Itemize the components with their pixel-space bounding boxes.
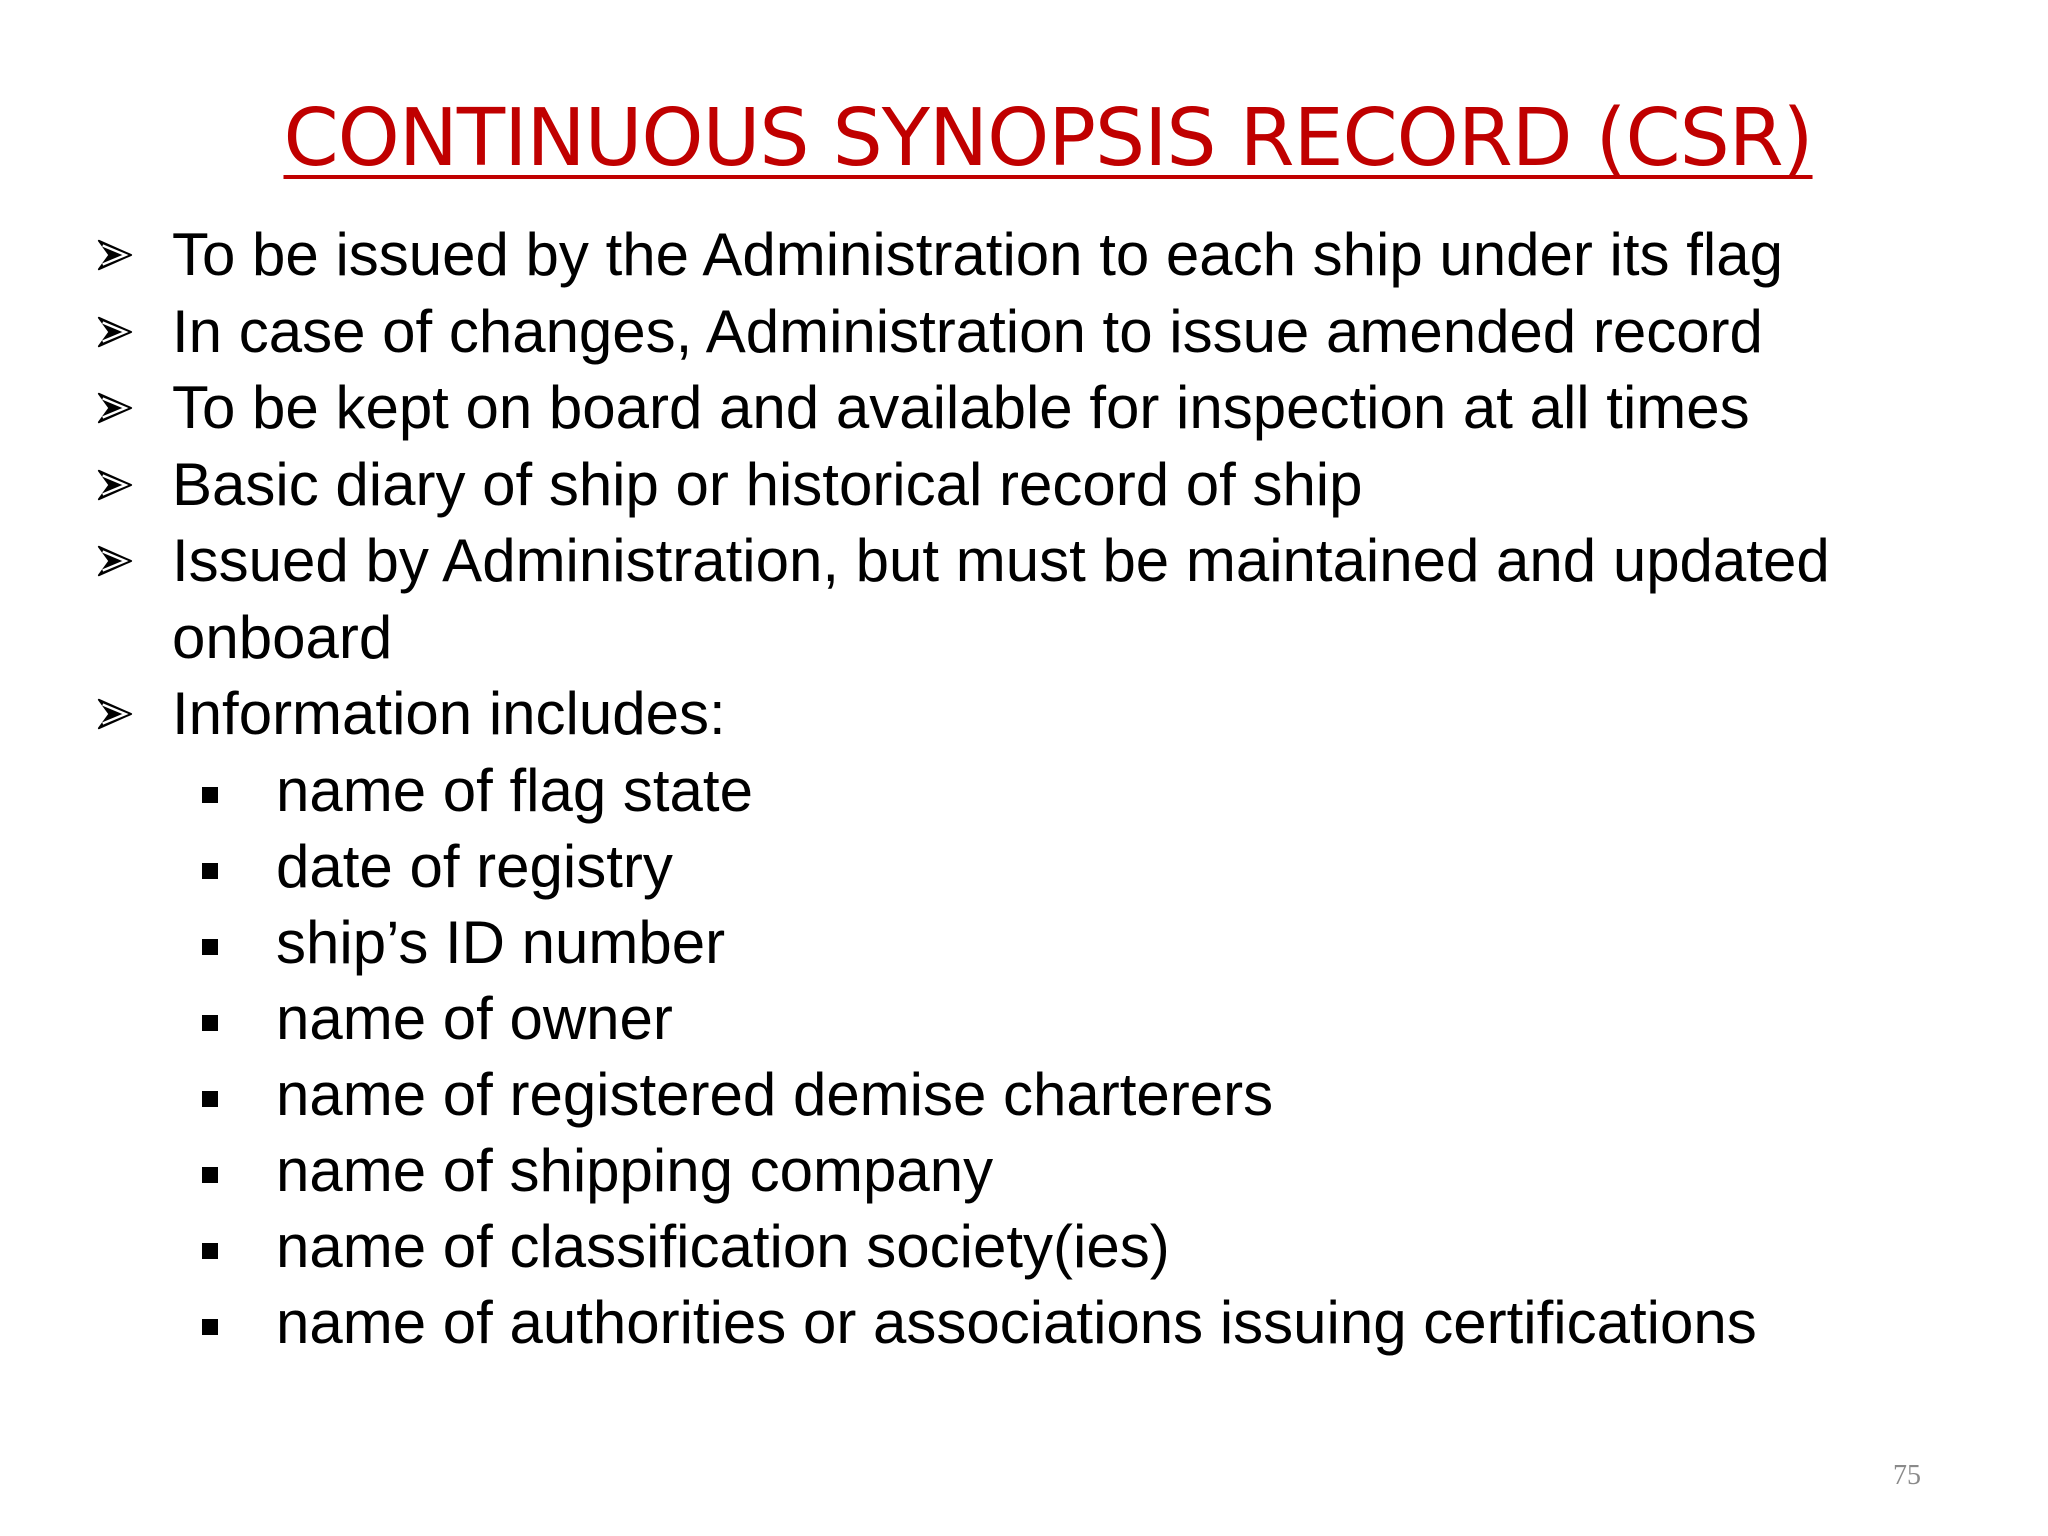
sub-bullet-text: name of classification society(ies) bbox=[276, 1213, 1170, 1280]
arrow-bullet-icon bbox=[96, 236, 134, 274]
bullet-item bbox=[96, 294, 1976, 371]
square-bullet-icon bbox=[202, 1015, 218, 1031]
bullet-item bbox=[96, 370, 1976, 447]
sub-bullet-item bbox=[202, 753, 2002, 829]
sub-bullet-item bbox=[202, 829, 2002, 905]
bullet-text: Issued by Administration, but must be maintained and updated onboard bbox=[172, 527, 1830, 671]
sub-bullet-list bbox=[0, 753, 2002, 1361]
arrow-bullet-icon bbox=[96, 313, 134, 351]
sub-bullet-item bbox=[202, 1133, 2002, 1209]
square-bullet-icon bbox=[202, 1167, 218, 1183]
arrow-bullet-icon bbox=[96, 542, 134, 580]
sub-bullet-item bbox=[202, 1209, 2002, 1285]
sub-bullet-text: date of registry bbox=[276, 833, 673, 900]
square-bullet-icon bbox=[202, 863, 218, 879]
bullet-item bbox=[96, 447, 1976, 524]
bullet-text: To be issued by the Administration to each ship under its flag bbox=[172, 221, 1783, 288]
square-bullet-icon bbox=[202, 1319, 218, 1335]
bullet-text: Basic diary of ship or historical record of ship bbox=[172, 450, 1363, 518]
sub-bullet-text: name of flag state bbox=[276, 757, 753, 824]
bullet-text: Information includes: bbox=[172, 680, 726, 747]
bullet-item bbox=[96, 217, 1976, 294]
bullet-text: To be kept on board and available for inspection at all times bbox=[172, 374, 1750, 441]
square-bullet-icon bbox=[202, 939, 218, 955]
bullet-item bbox=[96, 523, 1976, 676]
square-bullet-icon bbox=[202, 1243, 218, 1259]
bullet-text: In case of changes, Administration to issue amended record bbox=[172, 297, 1763, 365]
sub-bullet-item bbox=[202, 1057, 2002, 1133]
sub-bullet-text: name of authorities or associations issuing certifications bbox=[276, 1289, 1757, 1356]
page-number: 75 bbox=[1893, 1460, 1921, 1491]
sub-bullet-item bbox=[202, 981, 2002, 1057]
arrow-bullet-icon bbox=[96, 695, 134, 733]
sub-bullet-item bbox=[202, 1285, 2002, 1361]
bullet-item bbox=[96, 676, 1976, 753]
arrow-bullet-icon bbox=[96, 389, 134, 427]
sub-bullet-text: name of registered demise charterers bbox=[276, 1061, 1274, 1128]
square-bullet-icon bbox=[202, 1091, 218, 1107]
sub-bullet-text: name of shipping company bbox=[276, 1137, 994, 1204]
sub-bullet-text: ship’s ID number bbox=[276, 909, 726, 976]
arrow-bullet-icon bbox=[96, 466, 134, 504]
slide-title: CONTINUOUS SYNOPSIS RECORD (CSR) bbox=[283, 92, 1813, 184]
sub-bullet-text: name of owner bbox=[276, 985, 673, 1052]
sub-bullet-item bbox=[202, 905, 2002, 981]
bullet-list bbox=[96, 217, 1976, 753]
square-bullet-icon bbox=[202, 787, 218, 803]
